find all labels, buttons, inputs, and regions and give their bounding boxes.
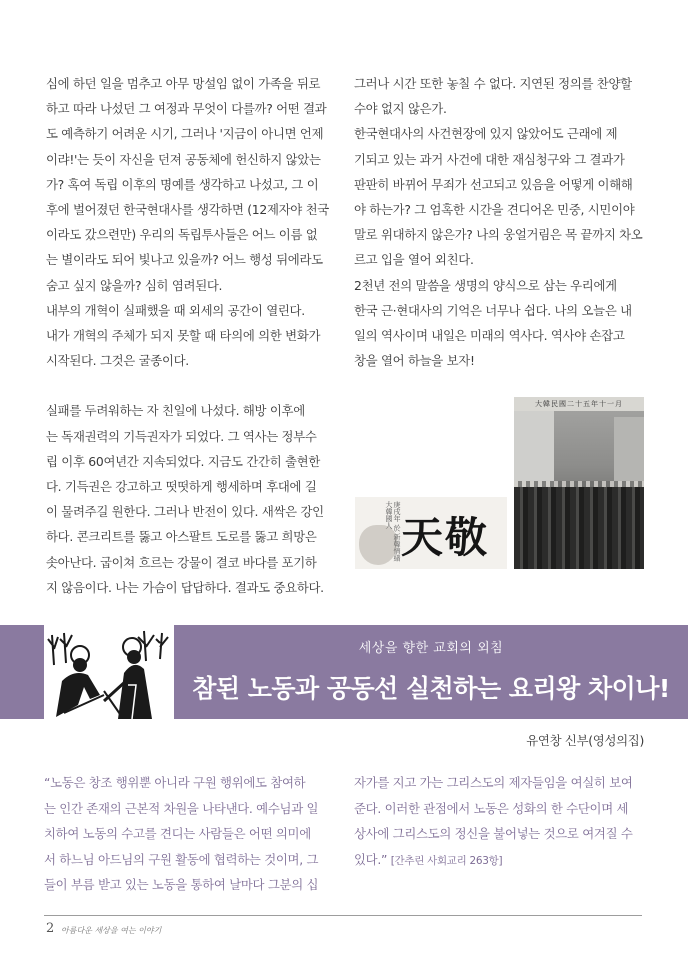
article-left-line: 내부의 개혁이 실패했을 때 외세의 공간이 열린다. [46, 302, 305, 318]
article-right-line: 한국현대사의 사건현장에 있지 않았어도 근래에 제 [354, 126, 618, 142]
quote-left-line: “노동은 창조 행위뿐 아니라 구원 행위에도 참여하 [44, 775, 306, 790]
calligraphy-inscription: 庚戌年 於 新韓情緖 大韓國人 [385, 501, 401, 562]
article-left-line: 지 않음이다. 나는 가슴이 답답하다. 결과도 중요하다. [46, 579, 324, 595]
quote-left-line: 들이 부름 받고 있는 노동을 통하여 날마다 그분의 십 [44, 877, 319, 893]
article-left-line: 내가 개혁의 주체가 되지 못할 때 타의에 의한 변화가 [46, 328, 321, 344]
quote-last-line-text: 있다.” [354, 851, 388, 867]
article-left-line: 후에 벌어졌던 한국현대사를 생각하면 (12제자야 천국 [46, 202, 329, 218]
article-left-line: 솟아난다. 굽이쳐 흐르는 강물이 결코 바다를 포기하 [46, 554, 317, 570]
calligraphy-image [355, 497, 507, 569]
photo-crowd [514, 487, 644, 569]
quote-last-line [354, 847, 646, 875]
historical-group-photo [514, 397, 644, 569]
article-left-line [46, 373, 334, 398]
calligraphy-characters: 天敬 [401, 513, 490, 562]
footer-divider [44, 915, 642, 916]
article-left-line: 이랴!'는 듯이 자신을 던져 공동체에 헌신하지 않았는 [46, 151, 321, 167]
quote-left-line: 치하여 노동의 수고를 견디는 사람들은 어떤 의미에 [44, 826, 311, 842]
labor-figures-icon [44, 625, 174, 719]
article-left-line: 이 물려주길 원한다. 그러나 반전이 있다. 새싹은 강인 [46, 504, 324, 520]
photo-banner-text: 大韓民國二十五年十一月 [514, 397, 644, 411]
article-right-line: 기되고 있는 과거 사건에 대한 재심청구와 그 결과가 [354, 151, 625, 167]
article-right-line: 창을 열어 하늘을 보자! [354, 353, 475, 369]
quote-left-column [44, 770, 334, 898]
article-left-line: 립 이후 60여년간 지속되었다. 지금도 간간히 출현한 [46, 453, 321, 469]
article-right-line: 수야 없지 않은가. [354, 101, 447, 117]
woodcut-illustration [44, 625, 174, 719]
article-right-column [354, 71, 644, 373]
photo-building-right [614, 417, 644, 487]
article-left-line: 는 별이라도 되어 빛나고 있을까? 어느 행성 뒤에라도 [46, 252, 323, 268]
banner-subtitle: 세상을 향한 교회의 외침 [358, 641, 504, 656]
article-left-line: 심에 하던 일을 멈추고 아무 망설임 없이 가족을 뒤로 [46, 76, 321, 91]
article-left-column [46, 71, 334, 600]
quote-right-line: 상사에 그리스도의 정신을 불어넣는 것으로 여겨질 수 [354, 826, 633, 842]
quote-right-column [354, 770, 646, 874]
article-left-line: 가? 혹여 독립 이후의 명예를 생각하고 나섰고, 그 이 [46, 176, 319, 192]
page-number: 2 [46, 921, 55, 936]
article-right-line: 일의 역사이며 내일은 미래의 역사다. 역사야 손잡고 [354, 328, 625, 344]
quote-left-line: 는 인간 존재의 근본적 차원을 나타낸다. 예수님과 일 [44, 800, 319, 816]
article-left-line: 실패를 두려워하는 자 친일에 나섰다. 해방 이후에 [46, 403, 305, 419]
article-left-line: 하고 따라 나섰던 그 여정과 무엇이 다를까? 어떤 결과 [46, 101, 327, 117]
article-left-line: 숨고 싶지 않을까? 심히 염려된다. [46, 277, 223, 293]
article-right-line: 야 하는가? 그 엄혹한 시간을 견디어온 민중, 시민이야 [354, 202, 635, 218]
article-right-line: 한국 근·현대사의 기억은 너무나 쉽다. 나의 오늘은 내 [354, 302, 632, 318]
article-left-line: 이라도 갔으련만) 우리의 독립투사들은 어느 이름 없 [46, 227, 318, 243]
article-left-line: 다. 기득권은 강고하고 떳떳하게 행세하며 후대에 길 [46, 479, 317, 495]
banner-title: 참된 노동과 공동선 실천하는 요리왕 차이나! [192, 674, 670, 703]
article-right-line: 르고 입을 열어 외친다. [354, 252, 474, 268]
article-left-line: 는 독재권력의 기득권자가 되었다. 그 역사는 정부수 [46, 428, 317, 444]
quote-citation: [간추린 사회교리 263항] [390, 854, 503, 867]
photo-building-left [514, 411, 554, 487]
article-left-line: 도 예측하기 어려운 시기, 그러나 '지금이 아니면 언제 [46, 126, 324, 142]
quote-right-line: 준다. 이러한 관점에서 노동은 성화의 한 수단이며 세 [354, 800, 629, 816]
quote-left-line: 서 하느님 아드님의 구원 활동에 협력하는 것이며, 그 [44, 851, 319, 867]
article-right-line: 2천년 전의 말씀을 생명의 양식으로 삼는 우리에게 [354, 277, 617, 293]
section-banner [0, 625, 688, 719]
author-byline: 유연창 신부(영성의집) [526, 733, 644, 748]
article-right-line: 판판히 바뀌어 무죄가 선고되고 있음을 어떻게 이해해 [354, 176, 633, 192]
article-right-line: 그러나 시간 또한 놓칠 수 없다. 지연된 정의를 찬양할 [354, 76, 632, 91]
article-right-line: 말로 위대하지 않은가? 나의 웅얼거림은 목 끝까지 차오 [354, 227, 643, 243]
article-left-line: 시작된다. 그것은 굴종이다. [46, 353, 189, 369]
article-left-line: 하다. 콘크리트를 뚫고 아스팔트 도로를 뚫고 희망은 [46, 529, 317, 545]
quote-right-line: 자가를 지고 가는 그리스도의 제자들임을 여실히 보여 [354, 775, 633, 790]
footer-publication-title: 아름다운 세상을 여는 이야기 [61, 926, 162, 935]
